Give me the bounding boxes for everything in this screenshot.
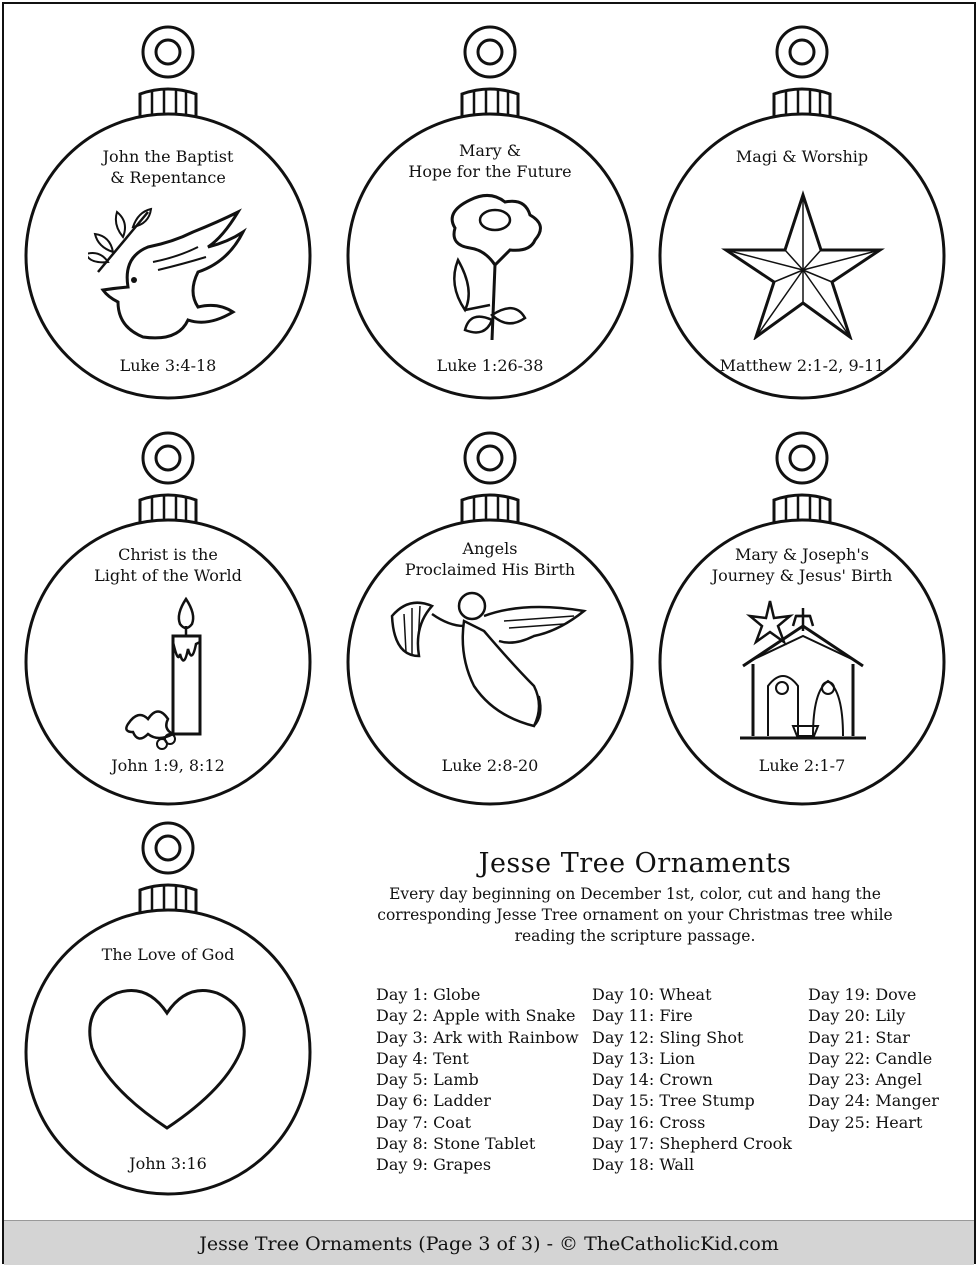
day-item: Day 21: Star (808, 1027, 910, 1047)
day-item: Day 6: Ladder (376, 1091, 491, 1111)
ornament-angels (340, 418, 640, 818)
day-item: Day 22: Candle (808, 1048, 933, 1068)
day-item: Day 11: Fire (592, 1006, 693, 1026)
ornament-title: Christ is the Light of the World (94, 545, 242, 585)
nativity-icon (738, 596, 868, 746)
ornament-title: Mary & Hope for the Future (408, 141, 572, 181)
day-item: Day 2: Apple with Snake (376, 1006, 576, 1026)
day-item: Day 23: Angel (808, 1070, 923, 1090)
heart-icon (82, 978, 252, 1138)
day-item: Day 16: Cross (592, 1112, 706, 1132)
day-item: Day 8: Stone Tablet (376, 1134, 536, 1154)
day-item: Day 9: Grapes (376, 1155, 492, 1175)
day-item: Day 12: Sling Shot (592, 1027, 744, 1047)
ornament-reference: John 3:16 (129, 1154, 207, 1173)
day-item: Day 19: Dove (808, 985, 917, 1004)
day-item: Day 14: Crown (592, 1070, 713, 1090)
day-item: Day 7: Coat (376, 1112, 471, 1132)
ornament-reference: Luke 3:4-18 (119, 356, 217, 375)
ornament-nativity (652, 418, 952, 818)
day-list-column-3 (808, 984, 939, 1133)
ornament-reference: Luke 1:26-38 (436, 356, 544, 375)
day-item: Day 24: Manger (808, 1091, 939, 1111)
ornament-title: John the Baptist & Repentance (102, 147, 234, 187)
day-item: Day 3: Ark with Rainbow (376, 1027, 579, 1047)
day-item: Day 4: Tent (376, 1048, 469, 1068)
day-item: Day 10: Wheat (592, 985, 712, 1004)
day-list-column-2 (592, 984, 792, 1176)
ornament-title: Angels Proclaimed His Birth (404, 539, 576, 579)
star-icon (718, 190, 888, 340)
day-item: Day 20: Lily (808, 1006, 906, 1026)
day-item: Day 13: Lion (592, 1048, 696, 1068)
ornament-reference: John 1:9, 8:12 (111, 756, 225, 775)
info-description: Every day beginning on December 1st, color, cut and hang the corresponding Jesse Tree ornament on your Christmas tree while reading the scripture passage. (377, 885, 893, 945)
day-item: Day 18: Wall (592, 1155, 695, 1175)
dove-icon (88, 202, 248, 352)
footer-bar (4, 1220, 974, 1265)
ornament-light-of-world (18, 418, 318, 818)
ornament-reference: Luke 2:1-7 (758, 756, 846, 775)
day-item: Day 17: Shepherd Crook (592, 1134, 792, 1154)
ornament-love-of-god (18, 808, 318, 1208)
day-list-column-1 (376, 984, 579, 1176)
candle-icon (118, 594, 228, 754)
ornament-john-the-baptist (18, 12, 318, 412)
day-item: Day 15: Tree Stump (592, 1091, 755, 1111)
ornament-reference: Matthew 2:1-2, 9-11 (719, 356, 885, 375)
footer-text: Jesse Tree Ornaments (Page 3 of 3) - © TheCatholicKid.com (199, 1233, 779, 1255)
lily-icon (430, 190, 560, 350)
day-item: Day 5: Lamb (376, 1070, 479, 1090)
day-item: Day 25: Heart (808, 1112, 923, 1132)
ornament-mary-hope (340, 12, 640, 412)
ornament-magi (652, 12, 952, 412)
ornament-title: The Love of God (101, 945, 235, 964)
day-item: Day 1: Globe (376, 985, 481, 1004)
info-title: Jesse Tree Ornaments (478, 848, 792, 879)
ornament-title: Magi & Worship (735, 147, 869, 166)
ornament-reference: Luke 2:8-20 (441, 756, 539, 775)
ornament-title: Mary & Joseph's Journey & Jesus' Birth (711, 545, 893, 585)
angel-icon (384, 586, 594, 736)
